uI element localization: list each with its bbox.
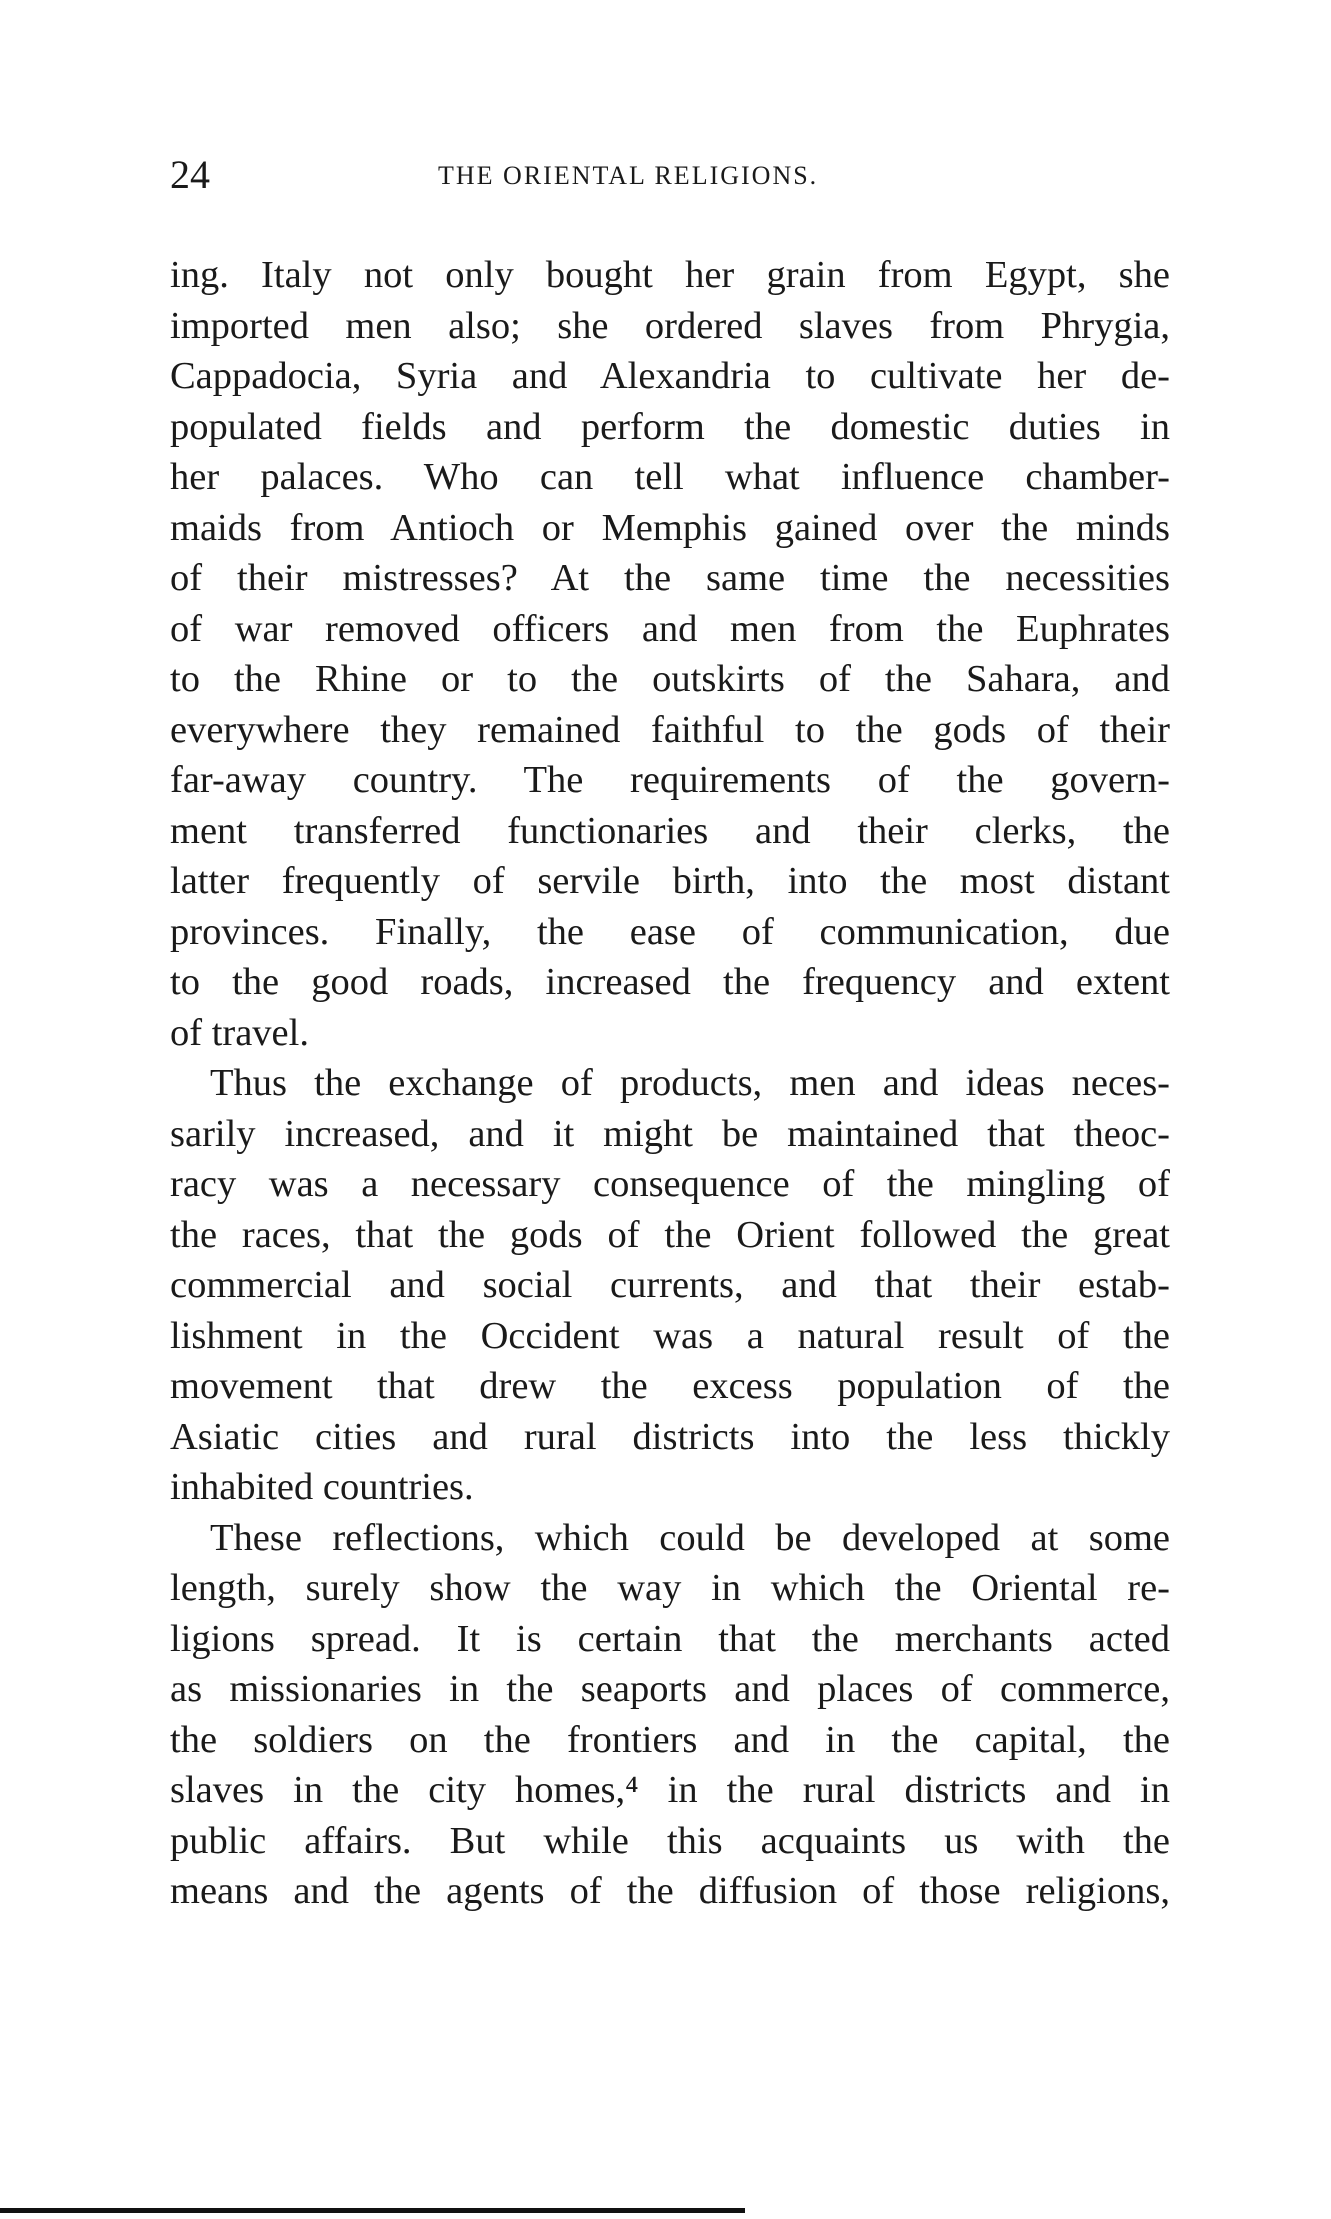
text-line: everywhere they remained faithful to the gods of their <box>170 708 1170 751</box>
text-line: as missionaries in the seaports and places of commerce, <box>170 1668 1170 1710</box>
running-title: THE ORIENTAL RELIGIONS. <box>438 161 819 190</box>
text-line: populated fields and perform the domestic duties in <box>170 405 1170 448</box>
text-line: ment transferred functionaries and their clerks, the <box>170 809 1170 852</box>
text-line: her palaces. Who can tell what influence chamber- <box>170 456 1170 498</box>
text-line: imported men also; she ordered slaves from Phrygia, <box>170 304 1170 347</box>
text-line: of war removed officers and men from the Euphrates <box>170 607 1170 650</box>
paragraph-2 <box>170 1058 1170 1513</box>
paragraph-3 <box>170 1513 1170 1917</box>
bottom-edge-rule <box>0 2208 745 2213</box>
text-line: ing. Italy not only bought her grain from Egypt, she <box>170 254 1170 296</box>
text-line: maids from Antioch or Memphis gained over the minds <box>170 506 1170 549</box>
text-line: means and the agents of the diffusion of those religions, <box>170 1870 1170 1912</box>
text-line: to the good roads, increased the frequency and extent <box>170 961 1170 1003</box>
text-line: public affairs. But while this acquaints us with the <box>170 1819 1170 1862</box>
text-line: These reflections, which could be developed at some <box>210 1516 1170 1559</box>
text-line: racy was a necessary consequence of the mingling of <box>170 1163 1170 1205</box>
text-line: to the Rhine or to the outskirts of the Sahara, and <box>170 658 1170 700</box>
text-line: movement that drew the excess population of the <box>170 1365 1170 1407</box>
text-line: length, surely show the way in which the Oriental re- <box>170 1567 1170 1609</box>
text-line: commercial and social currents, and that their estab- <box>170 1264 1170 1306</box>
text-line: far-away country. The requirements of the govern- <box>170 759 1170 801</box>
text-line: latter frequently of servile birth, into the most distant <box>170 860 1170 902</box>
text-line: the races, that the gods of the Orient followed the great <box>170 1213 1170 1256</box>
text-line: the soldiers on the frontiers and in the capital, the <box>170 1718 1170 1761</box>
text-line: lishment in the Occident was a natural result of the <box>170 1314 1170 1357</box>
text-line: of travel. <box>170 1011 309 1054</box>
text-line: inhabited countries. <box>170 1466 474 1508</box>
paragraph-1 <box>170 250 1170 1058</box>
page-header <box>170 150 1170 200</box>
page-number: 24 <box>170 152 210 197</box>
text-line: ligions spread. It is certain that the merchants acted <box>170 1617 1170 1660</box>
text-line: Thus the exchange of products, men and ideas neces- <box>210 1062 1170 1104</box>
text-line: sarily increased, and it might be maintained that theoc- <box>170 1112 1170 1155</box>
text-line: provinces. Finally, the ease of communication, due <box>170 910 1170 953</box>
text-line: of their mistresses? At the same time the necessities <box>170 557 1170 599</box>
text-line: Cappadocia, Syria and Alexandria to cultivate her de- <box>170 355 1170 397</box>
text-line: slaves in the city homes,⁴ in the rural districts and in <box>170 1769 1170 1811</box>
text-line: Asiatic cities and rural districts into the less thickly <box>170 1415 1170 1458</box>
body-text <box>170 250 1170 1917</box>
